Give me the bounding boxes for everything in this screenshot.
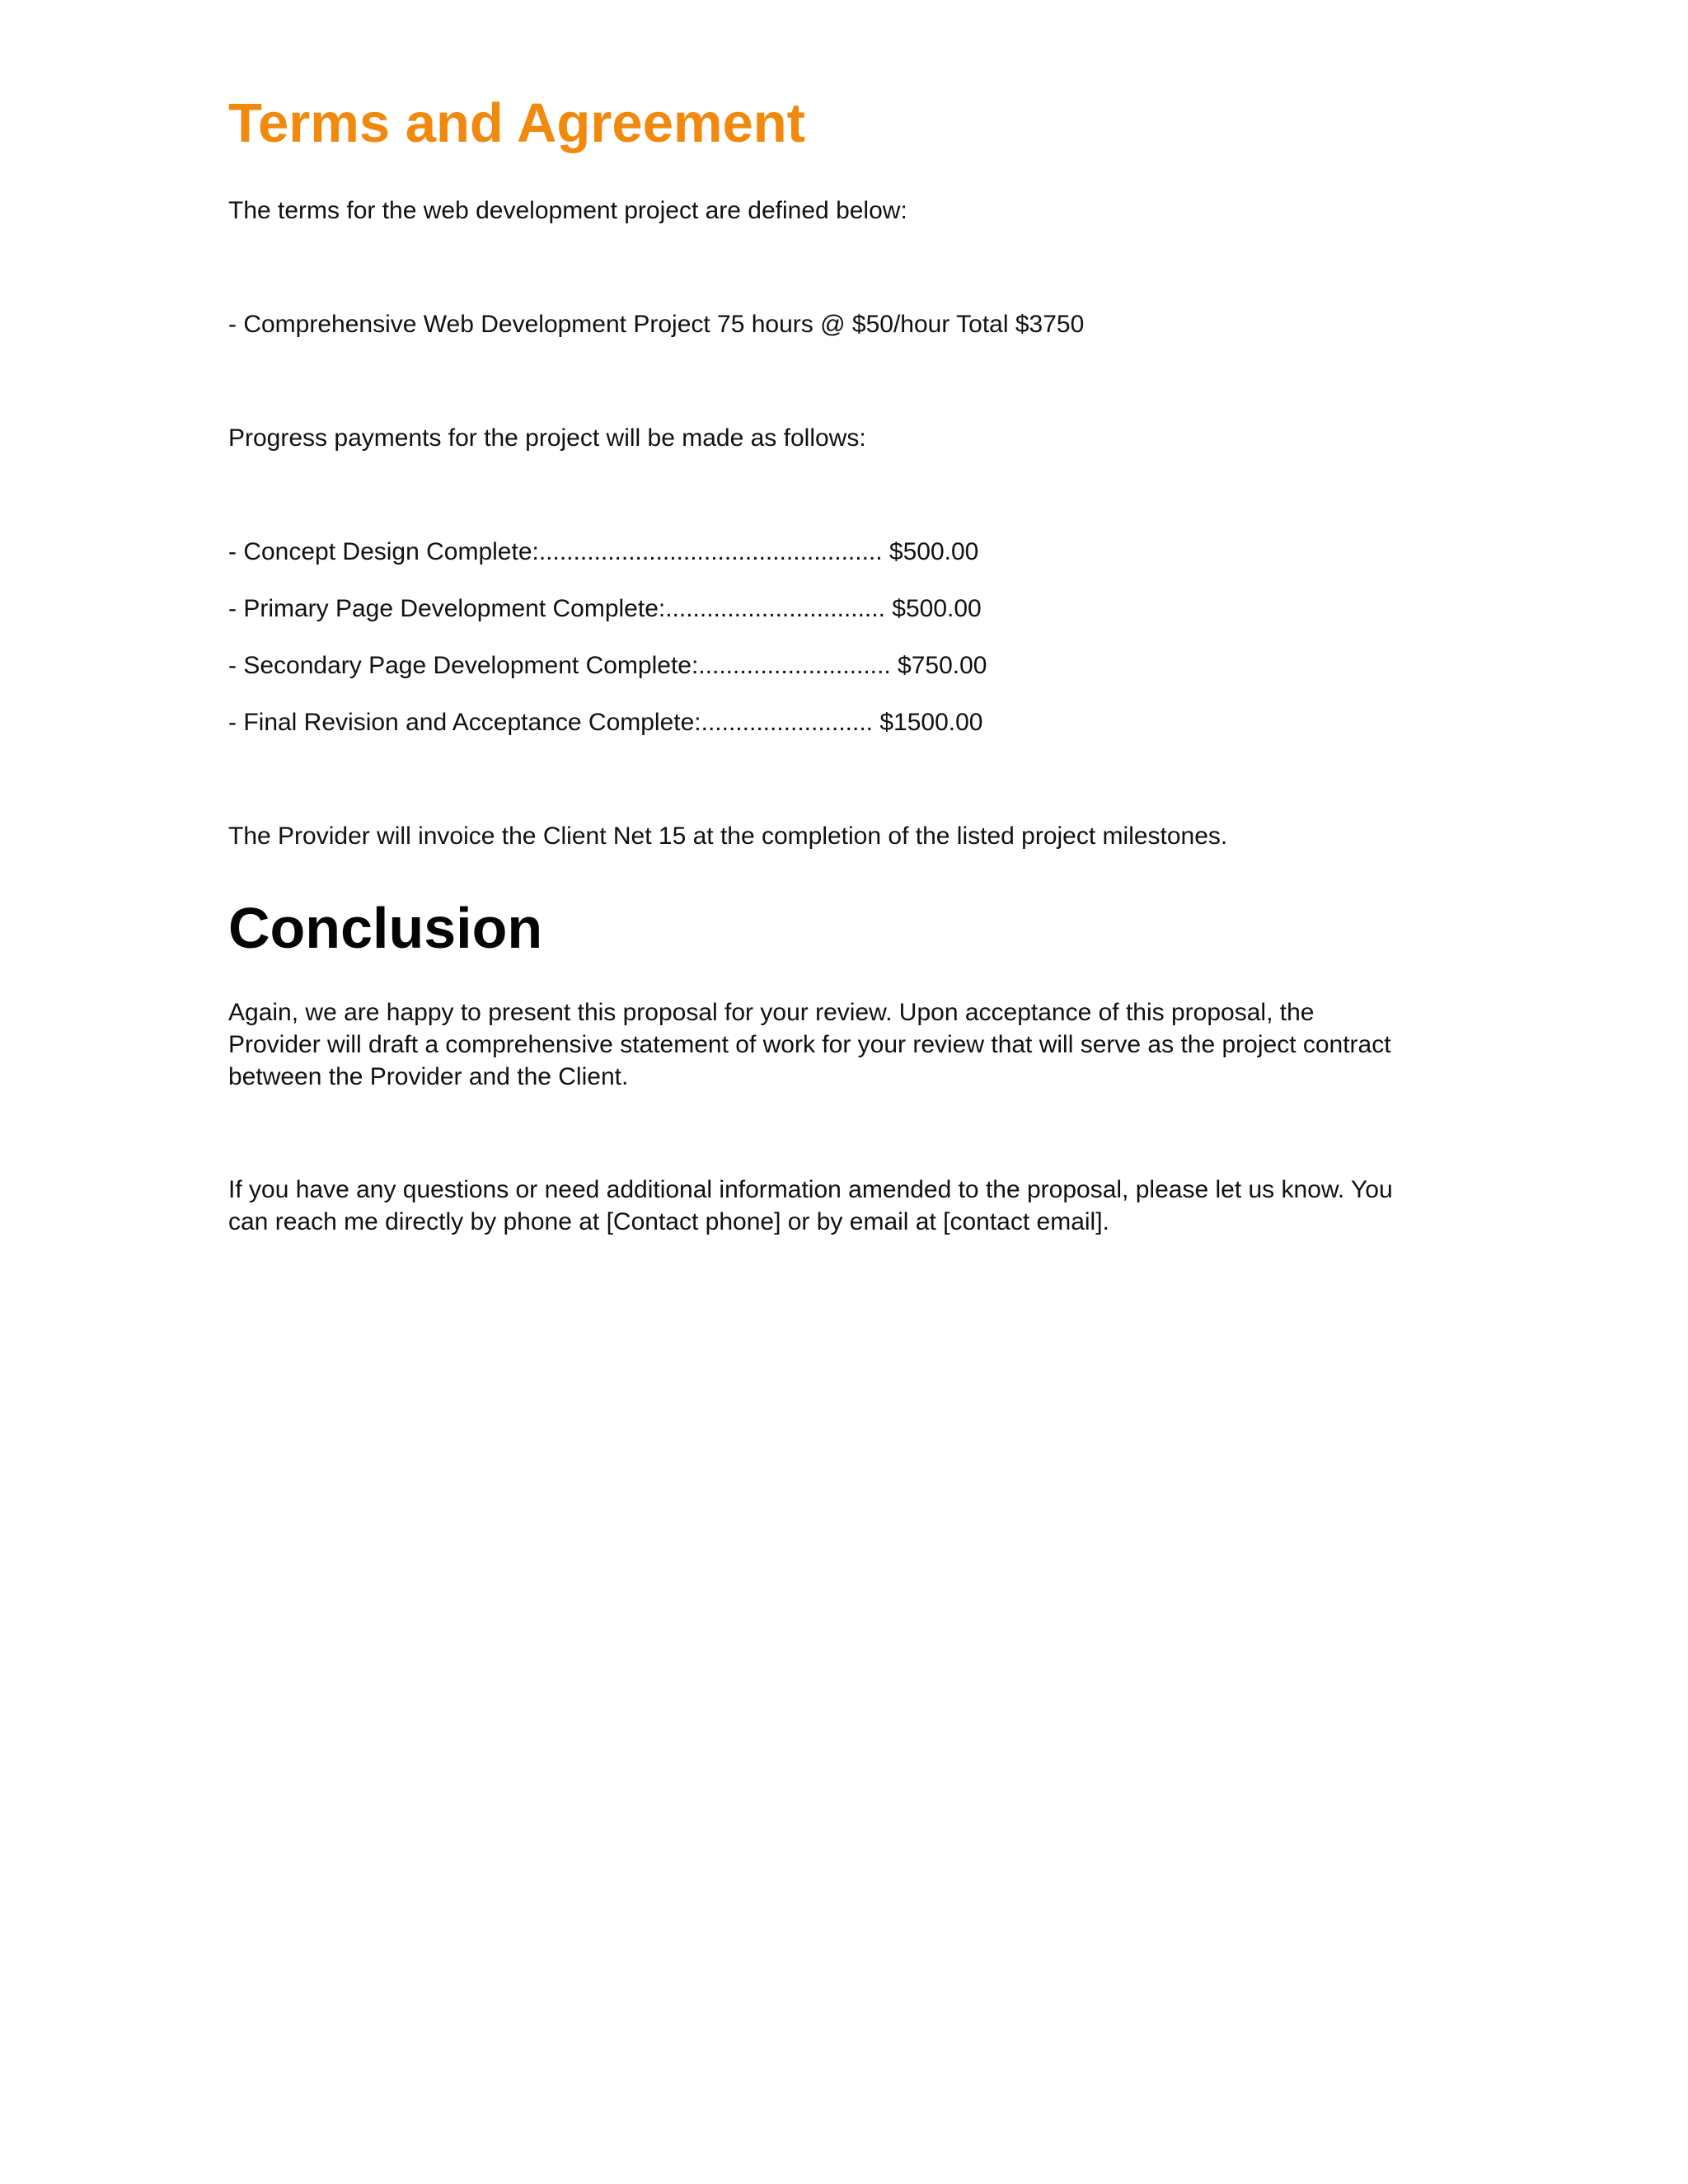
terms-heading: Terms and Agreement — [228, 92, 805, 154]
milestone-item: - Concept Design Complete:.................................................. $500.00 — [228, 538, 979, 565]
payments-intro: Progress payments for the project will be made as follows: — [228, 424, 866, 452]
conclusion-paragraph-1: Again, we are happy to present this proposal for your review. Upon acceptance of this proposal, the Provider will draft a comprehensive statement of work for your review that will serve as the project contract between the Provider and the Client. — [228, 999, 1391, 1090]
milestone-item: - Final Revision and Acceptance Complete:......................... $1500.00 — [228, 709, 983, 736]
conclusion-heading: Conclusion — [228, 896, 543, 960]
milestone-item: - Secondary Page Development Complete:............................ $750.00 — [228, 652, 987, 679]
invoice-note: The Provider will invoice the Client Net 15 at the completion of the listed project milestones. — [228, 823, 1228, 850]
project-line: - Comprehensive Web Development Project 75 hours @ $50/hour Total $3750 — [228, 311, 1085, 338]
conclusion-paragraph-2: If you have any questions or need additional information amended to the proposal, please let us know. You can reach me directly by phone at [Contact phone] or by email at [contact email]. — [228, 1176, 1393, 1235]
terms-intro: The terms for the web development project are defined below: — [228, 197, 907, 224]
milestone-item: - Primary Page Development Complete:................................ $500.00 — [228, 595, 982, 622]
